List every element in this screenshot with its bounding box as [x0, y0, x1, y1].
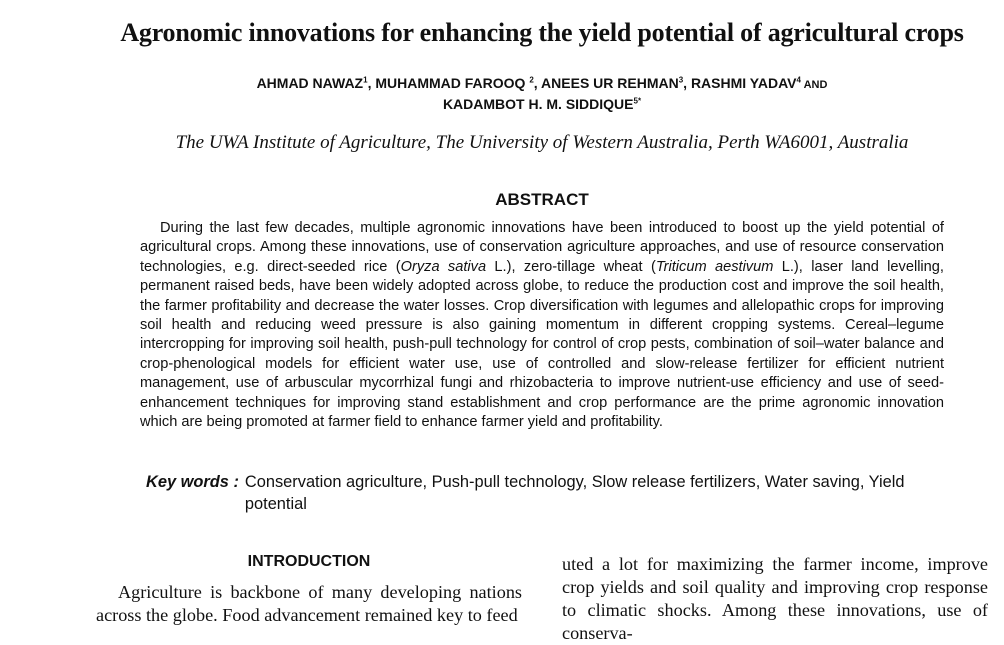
- author-affil-mark: 5*: [633, 96, 642, 106]
- author-affil-mark: 1: [363, 75, 368, 85]
- author-affil-mark: 3: [678, 75, 684, 85]
- abstract-text: L.), laser land levelling, permanent raised beds, have been widely adopted across globe, to reduce the production cost and improve the soil health, the farmer profitability and decrease the water losses. Crop diversification with legumes and allelopathic crops for improving soil health and reducing weed pressure is also gaining momentum in different cropping systems. Cereal–legume intercropping for improving soil health, push-pull technology for control of crop pests, combination of soil–water balance and crop-phenological models for efficient water use, use of controlled and slow-release fertilizer for efficient nutrient management, use of arbuscular mycorrhizal fungi and rhizobacteria to improve nutrient-use efficiency and use of seed-enhancement techniques for improving stand establishment and crop performance are the prime agronomic innovation which are being promoted at farmer field to enhance farmer yield and profitability.: [140, 258, 944, 431]
- introduction-left-column: Agriculture is backbone of many developing nations across the globe. Food advancement remained key to feed: [96, 582, 522, 625]
- species-name: Oryza sativa: [400, 258, 487, 275]
- abstract-text: During the last few decades, multiple agronomic innovations have been introduced to boost up the yield potential of agricultural crops. Among these innovations, use of conservation agriculture approaches, and use of resource conservation technologies, e.g. direct-seeded rice (: [140, 220, 944, 275]
- author-affil-mark: 2: [529, 75, 534, 85]
- author-conjunction: AND: [800, 79, 828, 91]
- affiliation: The UWA Institute of Agriculture, The University of Western Australia, Perth WA6001, Australia: [175, 132, 909, 153]
- species-name: Triticum aestivum: [655, 258, 774, 275]
- keywords-label: Key words :: [146, 473, 239, 491]
- author-affil-mark: 4: [796, 75, 801, 85]
- author-name: AHMAD NAWAZ: [256, 75, 364, 91]
- abstract-text: L.), zero-tillage wheat (: [486, 258, 656, 275]
- keywords-block: [146, 471, 944, 515]
- introduction-heading: INTRODUCTION: [247, 553, 371, 570]
- abstract-heading: ABSTRACT: [495, 190, 589, 209]
- introduction-right-column: uted a lot for maximizing the farmer income, improve crop yields and soil quality and improving crop response to climatic shocks. Among these innovations, use of conserva-: [562, 554, 988, 643]
- keywords-text: Conservation agriculture, Push-pull technology, Slow release fertilizers, Water saving, Yield potential: [244, 473, 905, 513]
- author-name: , MUHAMMAD FAROOQ: [367, 75, 530, 91]
- author-name: , RASHMI YADAV: [683, 75, 797, 91]
- author-list: [0, 74, 1004, 114]
- author-name: KADAMBOT H. M. SIDDIQUE: [442, 96, 634, 112]
- abstract-body: [140, 219, 944, 432]
- author-name: , ANEES UR REHMAN: [533, 75, 679, 91]
- paper-title: Agronomic innovations for enhancing the yield potential of agricultural crops: [120, 18, 964, 47]
